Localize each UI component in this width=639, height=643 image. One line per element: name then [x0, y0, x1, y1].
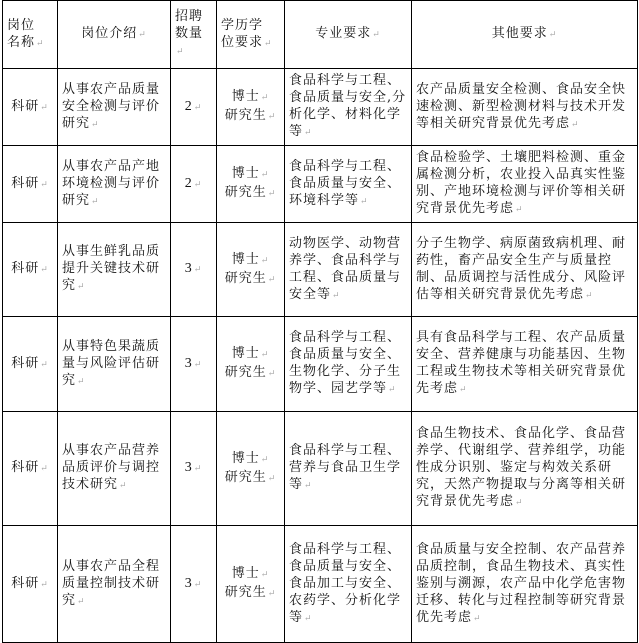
cell-education [217, 223, 285, 317]
header-text: 岗位 [7, 17, 36, 33]
cell-text: 食品科学与工程、食品质量与安全、环境科学等 [289, 158, 402, 208]
paragraph-mark-icon: ↵ [260, 93, 270, 103]
cell-recruit-count [171, 412, 217, 526]
cell-text: 研究生 [224, 469, 267, 485]
cell-text: 从事农产品全程质量控制技术研究 [62, 558, 161, 608]
cell-text: 科研 [11, 460, 40, 475]
cell-education [217, 317, 285, 412]
paragraph-mark-icon: ↵ [40, 265, 49, 275]
cell-text: 食品科学与工程、食品质量与安全、食品加工与安全、农药学、分析化学等 [289, 541, 402, 625]
paragraph-mark-icon: ↵ [193, 579, 203, 590]
paragraph-mark-icon: ↵ [119, 481, 128, 491]
cell-text: 从事特色果蔬质量与风险评估研究 [62, 338, 161, 388]
paragraph-mark-icon: ↵ [267, 369, 277, 379]
cell-education [217, 412, 285, 526]
cell-text: 博士 [231, 89, 260, 104]
cell-text: 动物医学、动物营养学、食品科学与工程、食品质量与安全等 [289, 235, 402, 302]
cell-other [412, 412, 638, 526]
header-position-name [3, 1, 58, 69]
cell-position-intro [58, 412, 171, 526]
table-row [3, 526, 638, 643]
cell-major [285, 69, 412, 146]
cell-text: 博士 [231, 166, 260, 181]
cell-text: 科研 [11, 98, 40, 114]
cell-position-name [3, 69, 58, 146]
header-text: 其他要求 [491, 26, 548, 41]
header-position-intro [58, 1, 171, 69]
paragraph-mark-icon: ↵ [548, 30, 558, 40]
paragraph-mark-icon: ↵ [304, 128, 313, 138]
cell-other [412, 69, 638, 146]
paragraph-mark-icon: ↵ [459, 385, 468, 395]
cell-text: 3 [184, 355, 193, 371]
paragraph-mark-icon: ↵ [176, 47, 185, 57]
paragraph-mark-icon: ↵ [40, 579, 49, 590]
cell-text: 博士 [231, 251, 260, 267]
cell-text: 2 [184, 175, 193, 191]
paragraph-mark-icon: ↵ [267, 112, 277, 122]
cell-major [285, 526, 412, 643]
paragraph-mark-icon: ↵ [193, 102, 203, 113]
paragraph-mark-icon: ↵ [515, 498, 524, 508]
cell-text: 3 [184, 261, 193, 276]
paragraph-mark-icon: ↵ [193, 464, 203, 474]
paragraph-mark-icon: ↵ [40, 464, 49, 474]
paragraph-mark-icon: ↵ [260, 350, 270, 360]
cell-text: 研究生 [224, 270, 267, 286]
cell-text: 3 [184, 460, 193, 475]
cell-text: 食品检验学、土壤肥料检测、重金属检测分析，农业投入品真实性鉴别、产地环境检测与评价等相关研究背景优先考虑 [416, 150, 627, 216]
paragraph-mark-icon: ↵ [372, 30, 381, 40]
paragraph-mark-icon: ↵ [304, 613, 313, 624]
cell-text: 食品生物技术、食品化学、食品营养学、代谢组学、营养组学，功能性成分识别、鉴定与构效关系研究，天然产物提取与分离等相关研究背景优先考虑 [416, 426, 627, 509]
cell-text: 农产品质量安全检测、食品安全快速检测、新型检测材料与技术开发等相关研究背景优先考虑 [416, 81, 627, 131]
paragraph-mark-icon: ↵ [571, 119, 580, 130]
table-row [3, 69, 638, 146]
cell-text: 食品科学与工程、营养与食品卫生学等 [289, 443, 402, 492]
paragraph-mark-icon: ↵ [267, 274, 277, 285]
cell-text: 研究生 [224, 585, 267, 600]
cell-position-intro [58, 146, 171, 223]
cell-position-intro [58, 526, 171, 643]
cell-text: 从事农产品营养品质评价与调控技术研究 [62, 443, 161, 492]
cell-text: 具有食品科学与工程、农产品质量安全、营养健康与功能基因、生物工程或生物技术等相关研究背景优先考虑 [416, 330, 627, 396]
paragraph-mark-icon: ↵ [193, 265, 203, 275]
cell-major [285, 146, 412, 223]
cell-text: 食品质量与安全控制、农产品营养品质控制，食品生物技术、真实性鉴别与溯源，农产品中化学危害物迁移、转化与过程控制等研究背景优先考虑 [416, 541, 627, 625]
cell-position-name [3, 412, 58, 526]
paragraph-mark-icon: ↵ [40, 179, 49, 190]
cell-text: 研究生 [224, 108, 267, 123]
header-other [412, 1, 638, 69]
cell-position-intro [58, 69, 171, 146]
cell-recruit-count [171, 223, 217, 317]
header-text: 名称 [7, 34, 36, 50]
paragraph-mark-icon: ↵ [267, 589, 277, 599]
cell-other [412, 317, 638, 412]
cell-recruit-count [171, 317, 217, 412]
paragraph-mark-icon: ↵ [40, 102, 49, 113]
cell-text: 科研 [11, 575, 40, 591]
paragraph-mark-icon: ↵ [304, 481, 313, 491]
cell-text: 从事农产品产地环境检测与评价研究 [62, 158, 161, 208]
cell-position-name [3, 526, 58, 643]
paragraph-mark-icon: ↵ [193, 359, 203, 370]
recruitment-table [2, 0, 638, 643]
table-row [3, 146, 638, 223]
paragraph-mark-icon: ↵ [264, 38, 273, 49]
paragraph-mark-icon: ↵ [260, 255, 270, 266]
cell-text: 科研 [11, 355, 40, 371]
cell-text: 从事农产品质量安全检测与评价研究 [62, 81, 161, 131]
header-text: 专业要求 [315, 26, 372, 41]
cell-other [412, 526, 638, 643]
cell-education [217, 146, 285, 223]
cell-recruit-count [171, 526, 217, 643]
paragraph-mark-icon: ↵ [36, 38, 45, 49]
paragraph-mark-icon: ↵ [260, 454, 270, 465]
paragraph-mark-icon: ↵ [515, 205, 524, 215]
cell-text: 食品科学与工程、食品质量与安全、生物化学、分子生物学、园艺学等 [289, 330, 402, 396]
header-row [3, 1, 638, 69]
header-text: 数量 [175, 26, 204, 41]
cell-position-intro [58, 223, 171, 317]
paragraph-mark-icon: ↵ [77, 376, 86, 387]
paragraph-mark-icon: ↵ [193, 179, 203, 190]
header-major [285, 1, 412, 69]
cell-text: 3 [184, 575, 193, 591]
cell-education [217, 526, 285, 643]
cell-position-name [3, 223, 58, 317]
table-row [3, 223, 638, 317]
cell-text: 科研 [11, 175, 40, 191]
cell-text: 2 [184, 98, 193, 114]
cell-text: 分子生物学、病原菌致病机理、耐药性，畜产品安全生产与质量控制、品质调控与活性成分、风险评估等相关研究背景优先考虑 [416, 235, 627, 302]
table-row [3, 412, 638, 526]
cell-recruit-count [171, 146, 217, 223]
header-education [217, 1, 285, 69]
cell-other [412, 146, 638, 223]
paragraph-mark-icon: ↵ [260, 570, 270, 580]
header-text: 位要求 [221, 34, 264, 50]
cell-text: 博士 [231, 566, 260, 581]
paragraph-mark-icon: ↵ [267, 189, 277, 199]
cell-text: 博士 [231, 450, 260, 466]
paragraph-mark-icon: ↵ [91, 196, 100, 207]
paragraph-mark-icon: ↵ [585, 290, 594, 301]
cell-major [285, 412, 412, 526]
cell-text: 研究生 [224, 185, 267, 200]
cell-position-name [3, 317, 58, 412]
paragraph-mark-icon: ↵ [388, 385, 397, 395]
paragraph-mark-icon: ↵ [332, 290, 341, 301]
paragraph-mark-icon: ↵ [40, 359, 49, 370]
paragraph-mark-icon: ↵ [138, 30, 147, 40]
header-text: 学历学 [221, 17, 264, 33]
cell-recruit-count [171, 69, 217, 146]
paragraph-mark-icon: ↵ [267, 473, 277, 484]
paragraph-mark-icon: ↵ [77, 596, 86, 607]
paragraph-mark-icon: ↵ [91, 119, 100, 130]
cell-education [217, 69, 285, 146]
header-recruit-count [171, 1, 217, 69]
table-row [3, 317, 638, 412]
header-text: 招聘 [175, 9, 204, 24]
cell-position-intro [58, 317, 171, 412]
cell-text: 食品科学与工程、食品质量与安全,分析化学、材料化学等 [289, 73, 407, 139]
paragraph-mark-icon: ↵ [360, 196, 369, 207]
cell-text: 科研 [11, 261, 40, 276]
cell-other [412, 223, 638, 317]
header-text: 岗位介绍 [81, 26, 138, 41]
cell-text: 博士 [231, 346, 260, 361]
paragraph-mark-icon: ↵ [260, 170, 270, 180]
cell-position-name [3, 146, 58, 223]
cell-major [285, 317, 412, 412]
cell-text: 从事生鲜乳品质提升关键技术研究 [62, 244, 161, 293]
cell-text: 研究生 [224, 365, 267, 380]
cell-major [285, 223, 412, 317]
paragraph-mark-icon: ↵ [473, 613, 482, 624]
paragraph-mark-icon: ↵ [77, 282, 86, 292]
